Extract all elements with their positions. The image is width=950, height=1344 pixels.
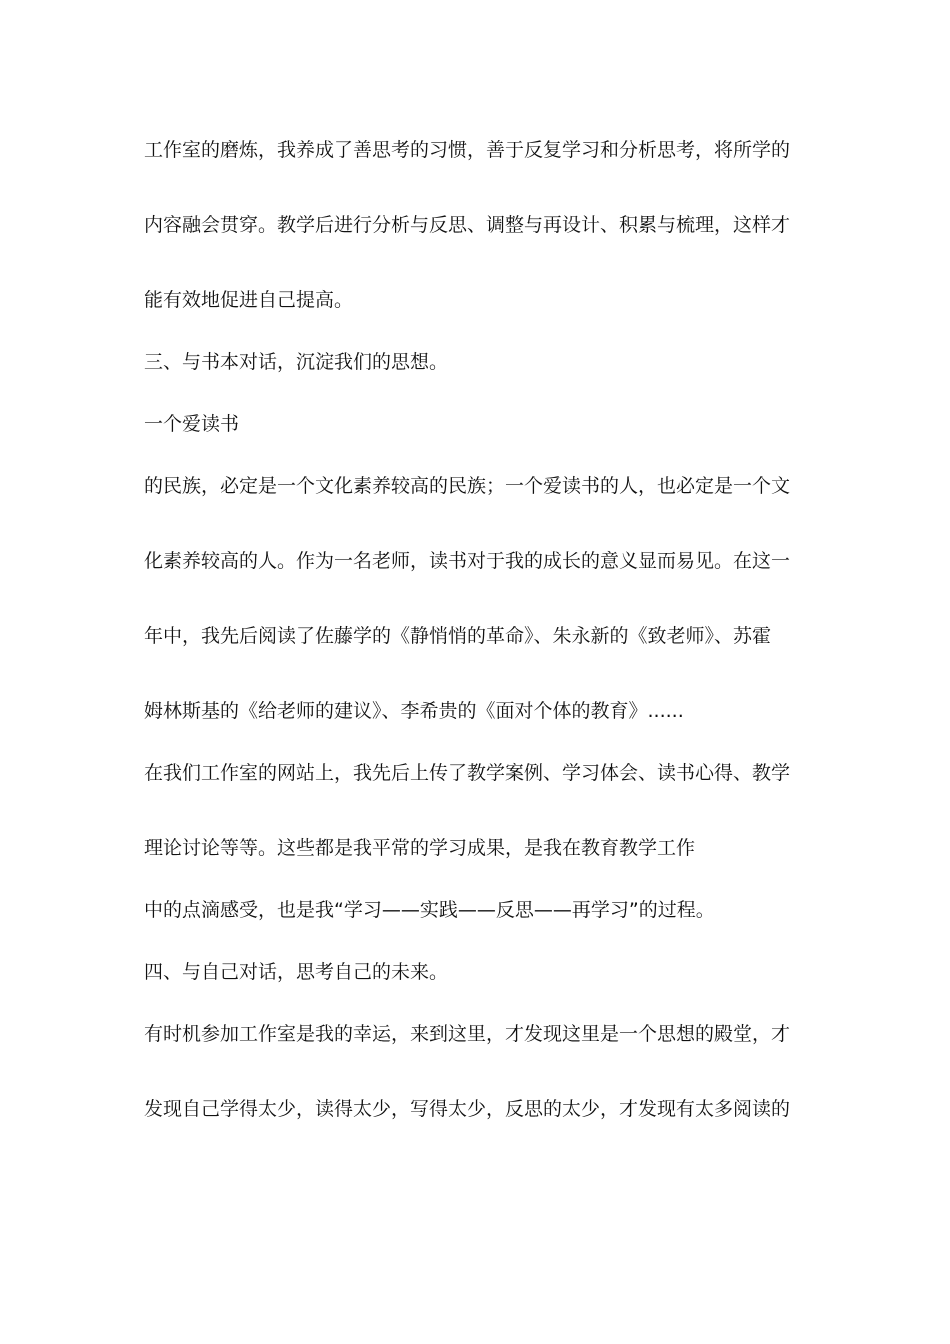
text-line: 一个爱读书: [144, 413, 240, 435]
text-line: 的民族，必定是一个文化素养较高的民族；一个爱读书的人，也必定是一个文: [144, 475, 791, 497]
text-line: 发现自己学得太少，读得太少，写得太少，反思的太少，才发现有太多阅读的: [144, 1098, 791, 1120]
text-line: 中的点滴感受，也是我“学习——实践——反思——再学习”的过程。: [144, 899, 715, 921]
text-line: 有时机参加工作室是我的幸运，来到这里，才发现这里是一个思想的殿堂，才: [144, 1023, 791, 1045]
text-line: 姆林斯基的《给老师的建议》、李希贵的《面对个体的教育》......: [144, 700, 684, 722]
text-line: 化素养较高的人。作为一名老师，读书对于我的成长的意义显而易见。在这一: [144, 550, 791, 572]
text-line: 年中，我先后阅读了佐藤学的《静悄悄的革命》、朱永新的《致老师》、苏霍: [144, 625, 772, 647]
text-line: 工作室的磨炼，我养成了善思考的习惯，善于反复学习和分析思考，将所学的: [144, 139, 791, 161]
text-line: 内容融会贯穿。教学后进行分析与反思、调整与再设计、积累与梳理，这样才: [144, 214, 791, 236]
text-line: 能有效地促进自己提高。: [144, 289, 354, 311]
section-heading: 三、与书本对话，沉淀我们的思想。: [144, 351, 449, 373]
section-heading: 四、与自己对话，思考自己的未来。: [144, 961, 449, 983]
text-line: 在我们工作室的网站上，我先后上传了教学案例、学习体会、读书心得、教学: [144, 762, 791, 784]
text-line: 理论讨论等等。这些都是我平常的学习成果，是我在教育教学工作: [144, 837, 696, 859]
